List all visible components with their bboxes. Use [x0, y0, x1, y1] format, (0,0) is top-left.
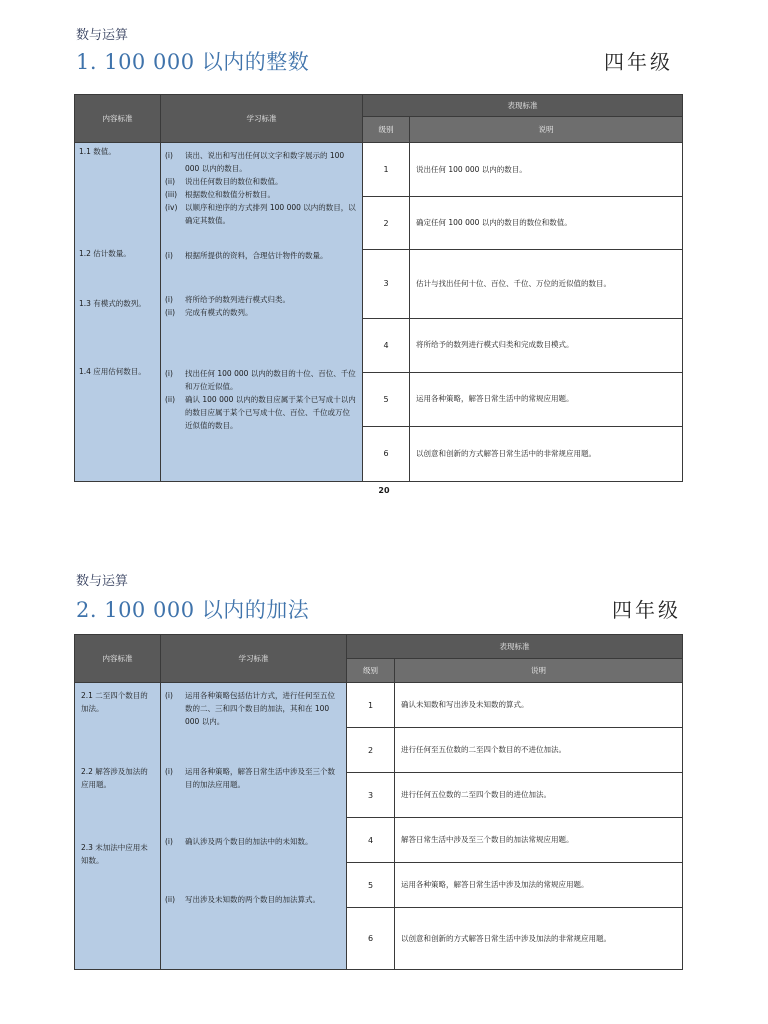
category-label: 数与运算 — [76, 574, 129, 589]
standards-table — [74, 634, 683, 970]
header-learning-standard: 学习标准 — [161, 635, 347, 683]
performance-description: 确认未知数和写出涉及未知数的算式。 — [395, 683, 683, 728]
learning-standard-group — [165, 293, 356, 319]
learning-standard-item: (ii) 完成有模式的数列。 — [165, 308, 253, 317]
header-performance-standard: 表现标准 — [363, 95, 683, 117]
header-performance-standard: 表现标准 — [347, 635, 683, 659]
performance-description: 解答日常生活中涉及至三个数目的加法常规应用题。 — [395, 818, 683, 863]
section-title: 1. 100 000 以内的整数 — [76, 50, 310, 74]
performance-level: 2 — [347, 728, 395, 773]
grade-label: 四年级 — [604, 50, 673, 74]
performance-description: 进行任何五位数的二至四个数目的进位加法。 — [395, 773, 683, 818]
learning-standard-item: (i) 读出、说出和写出任何以文字和数字展示的 100 000 以内的数目。 — [165, 151, 345, 173]
content-standard-item: 1.3 有模式的数列。 — [79, 299, 146, 308]
content-standard-item: 2.1 二至四个数目的加法。 — [81, 691, 148, 713]
performance-description: 运用各种策略，解答日常生活中涉及加法的常规应用题。 — [395, 863, 683, 908]
performance-description: 确定任何 100 000 以内的数目的数位和数值。 — [410, 197, 683, 250]
category-label: 数与运算 — [76, 28, 129, 43]
header-learning-standard: 学习标准 — [161, 95, 363, 143]
page-number: 20 — [378, 486, 390, 495]
content-standard-column — [75, 683, 161, 970]
performance-level: 1 — [363, 143, 410, 197]
learning-standard-item: (i) 找出任何 100 000 以内的数目的十位、百位、千位和万位近似值。 — [165, 369, 356, 391]
performance-level: 3 — [347, 773, 395, 818]
learning-standard-group — [165, 367, 356, 432]
section-title: 2. 100 000 以内的加法 — [76, 598, 310, 622]
content-standard-item: 1.4 应用估何数目。 — [79, 367, 146, 376]
learning-standard-group — [165, 765, 340, 791]
learning-standard-column — [161, 683, 347, 970]
header-content-standard: 内容标准 — [75, 95, 161, 143]
content-standard-item: 1.2 估计数量。 — [79, 249, 131, 258]
performance-level: 3 — [363, 250, 410, 318]
learning-standard-item: (ii) 确认 100 000 以内的数目应属于某个已写成十以内的数目应属于某个已写成十位、百位、千位或万位近似值的数目。 — [165, 395, 356, 430]
grade-label: 四年级 — [612, 598, 681, 622]
performance-description: 将所给予的数列进行模式归类和完成数目模式。 — [410, 318, 683, 372]
learning-standard-item: (iv) 以顺序和逆序的方式排列 100 000 以内的数目，以确定其数值。 — [165, 203, 356, 225]
learning-standard-item: (i) 运用各种策略包括估计方式，进行任何至五位数的二、三和四个数目的加法，其和在 100 000 以内。 — [165, 691, 335, 726]
performance-description: 以创意和创新的方式解答日常生活中的非常规应用题。 — [410, 426, 683, 481]
performance-level: 6 — [363, 426, 410, 481]
learning-standard-group — [165, 835, 340, 848]
header-level: 级别 — [363, 117, 410, 143]
performance-description: 说出任何 100 000 以内的数目。 — [410, 143, 683, 197]
learning-standard-group — [165, 893, 340, 906]
learning-standard-column — [161, 143, 363, 482]
performance-level: 5 — [363, 372, 410, 426]
content-standard-column — [75, 143, 161, 482]
content-standard-item: 2.2 解答涉及加法的应用题。 — [81, 767, 148, 789]
performance-level: 4 — [347, 818, 395, 863]
standards-table — [74, 94, 683, 482]
performance-description: 以创意和创新的方式解答日常生活中涉及加法的非常规应用题。 — [395, 908, 683, 970]
header-explanation: 说明 — [410, 117, 683, 143]
performance-description: 进行任何至五位数的二至四个数目的不进位加法。 — [395, 728, 683, 773]
learning-standard-item: (i) 根据所提供的资料，合理估计物件的数量。 — [165, 251, 328, 260]
performance-description: 运用各种策略，解答日常生活中的常规应用题。 — [410, 372, 683, 426]
learning-standard-group — [165, 689, 340, 728]
learning-standard-item: (ii) 说出任何数目的数位和数值。 — [165, 177, 283, 186]
learning-standard-item: (i) 运用各种策略，解答日常生活中涉及至三个数目的加法应用题。 — [165, 767, 335, 789]
learning-standard-item: (i) 确认涉及两个数目的加法中的未知数。 — [165, 837, 313, 846]
learning-standard-item: (ii) 写出涉及未知数的两个数目的加法算式。 — [165, 895, 320, 904]
content-standard-item: 1.1 数值。 — [79, 147, 116, 156]
performance-level: 2 — [363, 197, 410, 250]
learning-standard-group — [165, 249, 356, 262]
performance-level: 1 — [347, 683, 395, 728]
header-level: 级别 — [347, 659, 395, 683]
performance-description: 估计与找出任何十位、百位、千位、万位的近似值的数目。 — [410, 250, 683, 318]
learning-standard-group — [165, 149, 356, 227]
performance-level: 4 — [363, 318, 410, 372]
performance-level: 5 — [347, 863, 395, 908]
learning-standard-item: (iii) 根据数位和数值分析数目。 — [165, 190, 275, 199]
performance-level: 6 — [347, 908, 395, 970]
learning-standard-item: (i) 将所给予的数列进行模式归类。 — [165, 295, 290, 304]
header-content-standard: 内容标准 — [75, 635, 161, 683]
header-explanation: 说明 — [395, 659, 683, 683]
content-standard-item: 2.3 未加法中应用未知数。 — [81, 843, 148, 865]
